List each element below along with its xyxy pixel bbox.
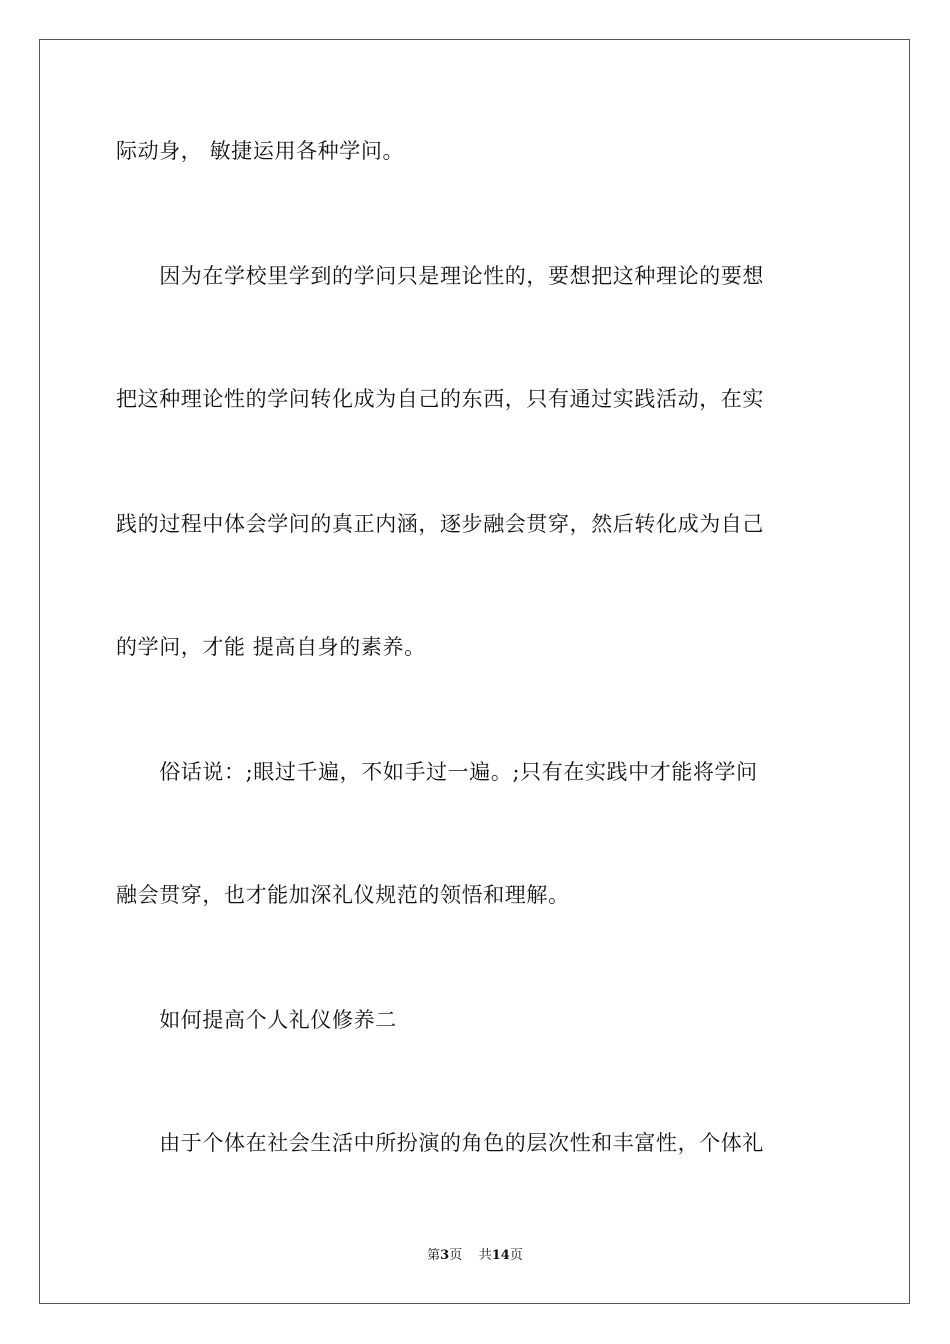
- body-line-7: 融会贯穿，也才能加深礼仪规范的领悟和理解。: [116, 883, 570, 907]
- footer-total-suffix: 页: [509, 1248, 523, 1263]
- footer-page-number: 3: [440, 1248, 450, 1263]
- body-line-1: 际动身， 敏捷运用各种学问。: [116, 139, 405, 163]
- body-line-9: 由于个体在社会生活中所扮演的角色的层次性和丰富性，个体礼: [116, 1131, 764, 1155]
- body-line-4: 践的过程中体会学问的真正内涵，逐步融会贯穿，然后转化成为自己: [116, 512, 764, 536]
- footer-total-prefix: 共: [478, 1248, 492, 1263]
- body-line-3: 把这种理论性的学问转化成为自己的东西，只有通过实践活动，在实: [116, 387, 764, 411]
- page-border: [39, 39, 910, 1304]
- page-footer: [0, 1247, 950, 1265]
- footer-page-prefix: 第: [427, 1248, 441, 1263]
- section-heading: 如何提高个人礼仪修养二: [116, 1008, 397, 1032]
- footer-page-suffix: 页: [449, 1248, 463, 1263]
- body-line-5: 的学问，才能 提高自身的素养。: [116, 635, 426, 659]
- body-line-2: 因为在学校里学到的学问只是理论性的，要想把这种理论的要想: [116, 264, 764, 288]
- body-line-6: 俗话说：;眼过千遍，不如手过一遍。;只有在实践中才能将学问: [116, 760, 758, 784]
- footer-total-pages: 14: [491, 1248, 510, 1263]
